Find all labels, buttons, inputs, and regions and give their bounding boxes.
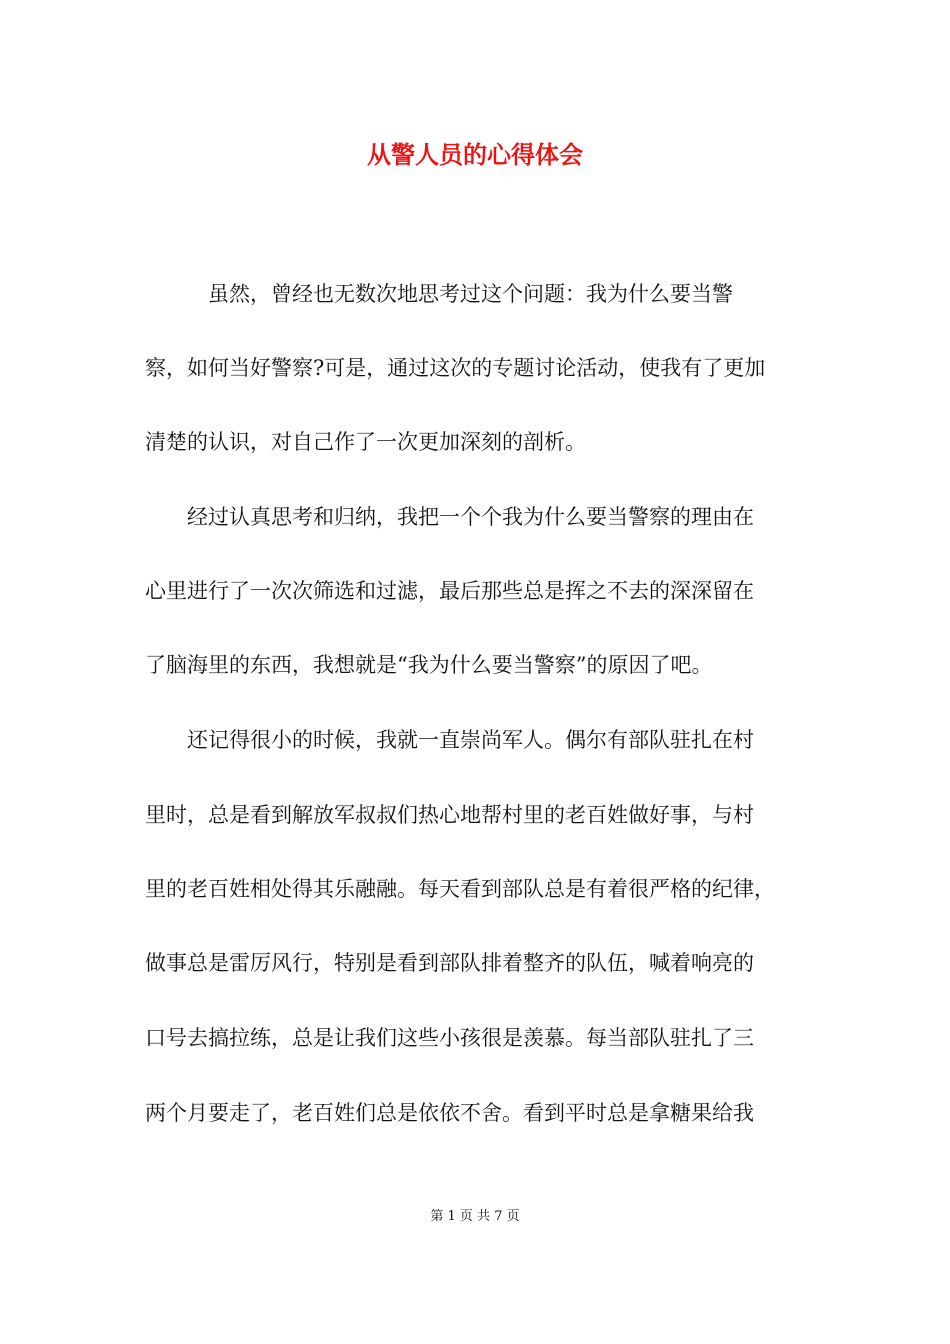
body-line: 清楚的认识，对自己作了一次更加深刻的剖析。 — [145, 430, 586, 454]
body-line: 心里进行了一次次筛选和过滤，最后那些总是挥之不去的深深留在 — [145, 579, 754, 603]
document-title: 从警人员的心得体会 — [367, 140, 583, 169]
body-line: 经过认真思考和归纳，我把一个个我为什么要当警察的理由在 — [145, 505, 754, 529]
body-line: 还记得很小的时候，我就一直崇尚军人。偶尔有部队驻扎在村 — [145, 728, 754, 752]
page-footer: 第 1 页 共 7 页 — [430, 1209, 520, 1224]
body-line: 里的老百姓相处得其乐融融。每天看到部队总是有着很严格的纪律， — [145, 877, 775, 901]
body-line: 做事总是雷厉风行，特别是看到部队排着整齐的队伍，喊着响亮的 — [145, 951, 754, 975]
body-line: 察，如何当好警察?可是，通过这次的专题讨论活动，使我有了更加 — [145, 356, 766, 380]
body-line: 里时，总是看到解放军叔叔们热心地帮村里的老百姓做好事，与村 — [145, 803, 754, 827]
body-line: 两个月要走了，老百姓们总是依依不舍。看到平时总是拿糖果给我 — [145, 1101, 754, 1125]
body-line: 口号去搞拉练，总是让我们这些小孩很是羡慕。每当部队驻扎了三 — [145, 1026, 754, 1050]
body-line: 了脑海里的东西，我想就是“我为什么要当警察”的原因了吧。 — [145, 653, 713, 677]
body-line: 虽然，曾经也无数次地思考过这个问题：我为什么要当警 — [145, 282, 733, 306]
